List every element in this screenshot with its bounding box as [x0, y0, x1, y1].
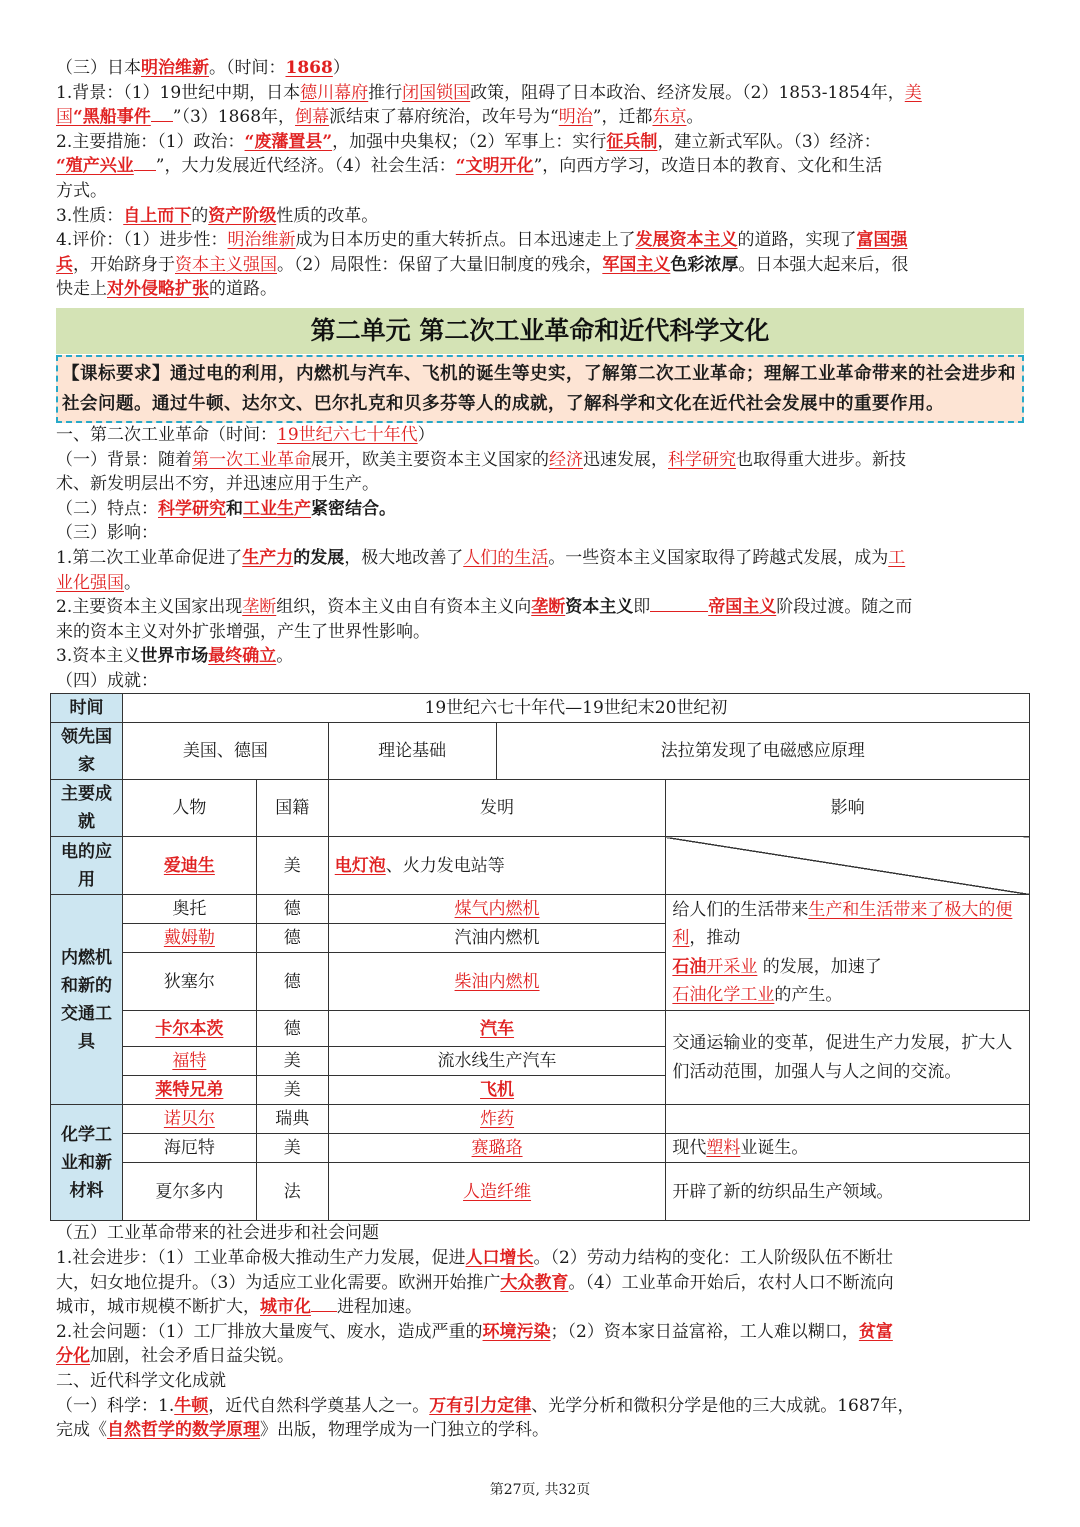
- nationality-cell: 瑞典: [256, 1105, 328, 1134]
- ir2-impact-2: 2.主要资本主义国家出现垄断组织，资本主义由自有资本主义向垄断资本主义即 帝国主义阶段过渡。随之而 来的资本主义对外扩张增强，产生了世界性影响。: [56, 597, 913, 642]
- nationality-cell: 法: [256, 1163, 328, 1221]
- ir2-impact-1: 1.第二次工业革命促进了生产力的发展，极大地改善了人们的生活。一些资本主义国家取得了跨越式发展，成为工 业化强国。: [56, 547, 906, 593]
- header-chemical-materials: 化学工业和新材料: [51, 1105, 123, 1221]
- header-leading-countries: 领先国家: [51, 723, 123, 780]
- invention-cell: 电灯泡、火力发电站等: [328, 837, 666, 895]
- table-row: [51, 1163, 1030, 1221]
- person-cell: 诺贝尔: [163, 1109, 215, 1130]
- person-cell: 夏尔多内: [122, 1163, 256, 1221]
- science-heading: 二、近代科学文化成就: [56, 1371, 226, 1392]
- person-cell: 奥托: [122, 895, 256, 924]
- page-footer: 第27页, 共32页: [489, 1482, 591, 1498]
- person-cell: 卡尔本茨: [155, 1018, 224, 1039]
- nationality-cell: 德: [256, 1011, 328, 1047]
- invention-cell: 赛璐珞: [471, 1138, 523, 1159]
- table-row: [51, 837, 1030, 895]
- invention-cell: 人造纤维: [463, 1181, 532, 1202]
- table-row: [51, 723, 1030, 780]
- invention-cell: 煤气内燃机: [454, 899, 540, 920]
- table-row: [51, 694, 1030, 723]
- header-main-achievements: 主要成就: [51, 780, 123, 837]
- fiber-impact: 开辟了新的纺织品生产领域。: [666, 1163, 1030, 1221]
- nationality-cell: 美: [256, 1076, 328, 1105]
- engine-impact: 给人们的生活带来生产和生活带来了极大的便利，推动 石油开采业 的发展，加速了 石油化学工业的产生。: [666, 895, 1030, 1011]
- theory-value: 法拉第发现了电磁感应原理: [496, 723, 1029, 780]
- unit-title-banner: [56, 308, 1024, 354]
- social-progress: 1.社会进步：（1）工业革命极大推动生产力发展，促进人口增长。（2）劳动力结构的变化：工人阶级队伍不断壮 大，妇女地位提升。（3）为适应工业化需要。欧洲开始推广大众教育。（4）工业革命开始后，农村人口不断流向 城市，城市规模不断扩大，城市化 进程加速。: [56, 1248, 894, 1318]
- header-nationality: 国籍: [256, 780, 328, 837]
- social-problems: 2.社会问题：（1）工厂排放大量废气、废水，造成严重的环境污染；（2）资本家日益富裕，工人难以糊口，贫富 分化加剧，社会矛盾日益尖锐。: [56, 1321, 893, 1367]
- time-value: 19世纪六七十年代—19世纪末20世纪初: [122, 694, 1029, 723]
- unit-title: 第二单元 第二次工业革命和近代科学文化: [310, 315, 770, 345]
- nationality-cell: 美: [256, 837, 328, 895]
- ir2-impact-heading: （三）影响：: [56, 523, 158, 544]
- table-row: [51, 1105, 1030, 1134]
- invention-cell: 飞机: [480, 1080, 515, 1101]
- leading-countries: 美国、德国: [122, 723, 328, 780]
- transport-impact: 交通运输业的变革，促进生产力发展，扩大人们活动范围，加强人与人之间的交流。: [666, 1011, 1030, 1105]
- empty-impact-cell: [666, 1105, 1030, 1134]
- invention-cell: 汽油内燃机: [328, 924, 666, 953]
- person-cell: 福特: [172, 1051, 207, 1072]
- table-row: [51, 780, 1030, 837]
- nationality-cell: 美: [256, 1047, 328, 1076]
- invention-cell: 流水线生产汽车: [328, 1047, 666, 1076]
- achievements-table: [50, 693, 1030, 1221]
- empty-diagonal-cell: [666, 837, 1030, 895]
- invention-cell: 汽车: [480, 1018, 515, 1039]
- meiji-measures: 2.主要措施：（1）政治：“废藩置县”，加强中央集权；（2）军事上：实行征兵制，建立新式军队。（3）经济： “殖产兴业 ”，大力发展近代经济。（4）社会生活：“文明开化”，向西方学习，改造日本的教育、文化和生活 方式。: [56, 131, 883, 201]
- invention-cell: 柴油内燃机: [454, 971, 540, 992]
- meiji-evaluation: 4.评价：（1）进步性：明治维新成为日本历史的重大转折点。日本迅速走上了发展资本主义的道路，实现了富国强 兵，开始跻身于资本主义强国。（2）局限性：保留了大量旧制度的残余，军国主义色彩浓厚。日本强大起来后，很 快走上对外侵略扩张的道路。: [56, 230, 909, 300]
- curriculum-requirement-box: [56, 355, 1024, 423]
- header-electricity: 电的应用: [51, 837, 123, 895]
- meiji-title: （三）日本明治维新。（时间：1868）: [56, 58, 350, 78]
- invention-cell: 炸药: [480, 1109, 515, 1130]
- nationality-cell: 德: [256, 924, 328, 953]
- ir2-achievement-heading: （四）成就：: [56, 670, 158, 691]
- social-heading: （五）工业革命带来的社会进步和社会问题: [56, 1223, 379, 1244]
- header-time: 时间: [51, 694, 123, 723]
- meiji-background: 1.背景：（1）19世纪中期，日本德川幕府推行闭国锁国政策，阻碍了日本政治、经济发展。（2）1853-1854年，美 国“黑船事件 ”（3）1868年，倒幕派结束了幕府统治，改年号为“明治”，迁都东京。: [56, 82, 922, 128]
- person-cell: 海厄特: [122, 1134, 256, 1163]
- ir2-background: （一）背景：随着第一次工业革命展开，欧美主要资本主义国家的经济迅速发展，科学研究也取得重大进步。新技 术、新发明层出不穷，并迅速应用于生产。: [56, 449, 906, 495]
- header-invention: 发明: [328, 780, 666, 837]
- nationality-cell: 德: [256, 953, 328, 1011]
- meiji-nature: 3.性质：自上而下的资产阶级性质的改革。: [56, 205, 379, 226]
- person-edison: 爱迪生: [163, 855, 215, 876]
- header-engine-transport: 内燃机和新的交通工具: [51, 895, 123, 1105]
- header-person: 人物: [122, 780, 256, 837]
- page-content: [56, 56, 1024, 1443]
- celluloid-impact: 现代塑料业诞生。: [666, 1134, 1030, 1163]
- table-row: [51, 1134, 1030, 1163]
- header-impact: 影响: [666, 780, 1030, 837]
- table-row: [51, 895, 1030, 924]
- science-newton: （一）科学：1.牛顿，近代自然科学奠基人之一。万有引力定律、光学分析和微积分学是他的三大成就。1687年， 完成《自然哲学的数学原理》出版，物理学成为一门独立的学科。: [56, 1395, 915, 1441]
- ir2-feature: （二）特点：科学研究和工业生产紧密结合。: [56, 498, 396, 519]
- ir2-heading: 一、第二次工业革命（时间：19世纪六七十年代）: [56, 424, 435, 445]
- nationality-cell: 美: [256, 1134, 328, 1163]
- curriculum-requirement-text: 【课标要求】通过电的利用，内燃机与汽车、飞机的诞生等史实，了解第二次工业革命；理解工业革命带来的社会进步和社会问题。通过牛顿、达尔文、巴尔扎克和贝多芬等人的成就，了解科学和文化在近代社会发展中的重要作用。: [62, 363, 1016, 414]
- header-theory: 理论基础: [328, 723, 496, 780]
- ir2-impact-3: 3.资本主义世界市场最终确立。: [56, 646, 294, 667]
- table-row: [51, 1011, 1030, 1047]
- nationality-cell: 德: [256, 895, 328, 924]
- person-cell: 莱特兄弟: [155, 1080, 224, 1101]
- person-cell: 狄塞尔: [122, 953, 256, 1011]
- person-cell: 戴姆勒: [163, 928, 215, 949]
